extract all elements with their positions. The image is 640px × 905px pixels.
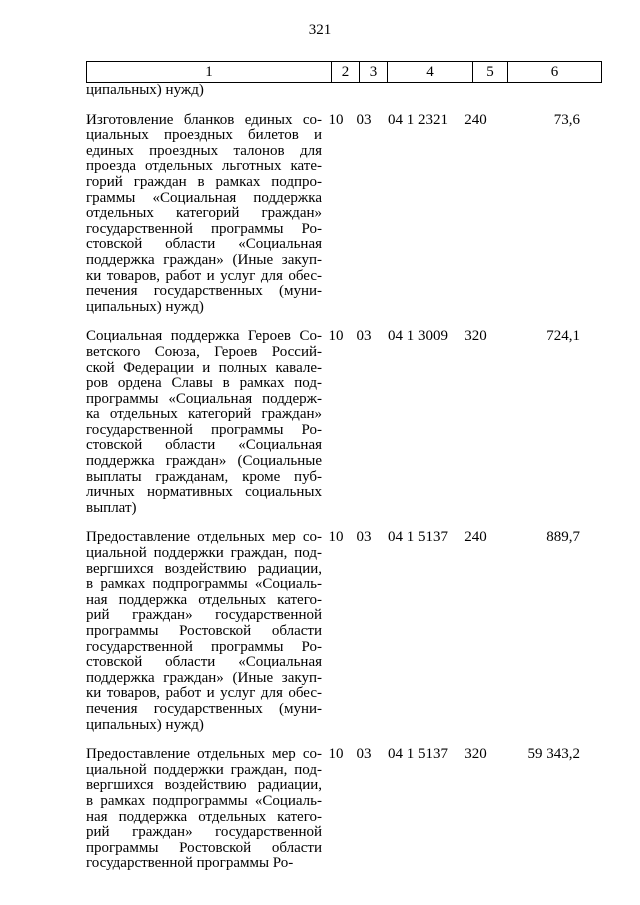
header-col-6: 6 [508, 62, 602, 83]
table-row [86, 113, 596, 316]
table-row [86, 530, 596, 733]
row-csr: 04 1 5137 [388, 529, 448, 546]
description-line: выплат) [86, 499, 137, 516]
row-sum: 724,1 [546, 328, 580, 345]
description-line: государственной программы Ро- [86, 220, 322, 237]
description-line: программы Ростовской области [86, 623, 322, 639]
description-line: ров ордена Славы в рамках под- [86, 375, 322, 392]
description-line: поддержка граждан» (Социальные [86, 453, 322, 470]
description-line: государственной программы Ро- [86, 638, 322, 655]
description-line: программы Ростовской области [86, 839, 322, 856]
description-line: вергшихся воздействию радиации, [86, 560, 322, 577]
row-rz: 10 [328, 111, 344, 128]
continuation-row [86, 83, 596, 99]
description-line: Изготовление бланков единых со- [86, 111, 322, 128]
row-rz: 10 [328, 529, 344, 546]
description-line: ветского Союза, Героев Россий- [86, 343, 322, 360]
description-line: ка отдельных категорий граждан» [86, 406, 322, 423]
description-line: рий граждан» государственной [86, 824, 322, 841]
continuation-text: ципальных) нужд) [86, 82, 204, 98]
row-rz: 10 [328, 746, 344, 763]
description-line: стовской области «Социальная [86, 236, 322, 253]
description-line: ципальных) нужд) [86, 298, 204, 315]
page-number: 321 [308, 22, 332, 38]
row-description [86, 747, 322, 872]
description-line: стовской области «Социальная [86, 654, 322, 671]
description-line: государственной программы Ро- [86, 421, 322, 438]
description-line: поддержка граждан» (Иные закуп- [86, 669, 322, 686]
row-vr: 320 [464, 746, 487, 763]
table-header [86, 61, 602, 83]
row-vr: 240 [464, 529, 487, 546]
description-line: ципальных) нужд) [86, 716, 204, 733]
description-line: Предоставление отдельных мер со- [86, 529, 322, 546]
row-description [86, 329, 322, 516]
description-line: печения государственных (муни- [86, 700, 322, 717]
description-line: программы «Социальная поддерж- [86, 390, 322, 407]
row-pr: 03 [356, 328, 372, 345]
description-line: в рамках подпрограммы «Социаль- [86, 576, 322, 593]
row-csr: 04 1 2321 [388, 111, 448, 128]
row-pr: 03 [356, 529, 372, 546]
description-line: поддержка граждан» (Иные закуп- [86, 251, 322, 268]
row-csr: 04 1 5137 [388, 746, 448, 763]
description-line: выплаты гражданам, кроме пуб- [86, 468, 322, 485]
description-line: ная поддержка отдельных катего- [86, 808, 322, 825]
row-vr: 240 [464, 111, 487, 128]
description-line: ской Федерации и полных кавале- [86, 359, 322, 376]
description-line: печения государственных (муни- [86, 283, 322, 300]
description-line: Социальная поддержка Героев Со- [86, 328, 322, 345]
header-col-1: 1 [87, 62, 332, 83]
header-col-2: 2 [332, 62, 360, 83]
table-rows [86, 113, 596, 872]
description-line: единых проездных талонов для [86, 142, 322, 159]
header-col-3: 3 [360, 62, 388, 83]
description-line: циальной поддержки граждан, под- [86, 761, 322, 778]
description-line: личных нормативных социальных [86, 484, 322, 501]
row-sum: 73,6 [553, 111, 580, 128]
row-sum: 889,7 [546, 529, 580, 546]
row-description [86, 530, 322, 733]
row-csr: 04 1 3009 [388, 328, 448, 345]
row-description [86, 113, 322, 316]
header-col-5: 5 [473, 62, 508, 83]
description-line: в рамках подпрограммы «Социаль- [86, 792, 322, 809]
description-line: ки товаров, работ и услуг для обес- [86, 685, 322, 702]
description-line: рий граждан» государственной [86, 607, 322, 624]
row-vr: 320 [464, 328, 487, 345]
description-line: ки товаров, работ и услуг для обес- [86, 267, 322, 284]
description-line: проезда отдельных льготных кате- [86, 158, 322, 175]
description-line: граммы «Социальная поддержка [86, 189, 322, 206]
description-line: циальных проездных билетов и [86, 127, 322, 144]
description-line: ная поддержка отдельных катего- [86, 591, 322, 608]
header-col-4: 4 [388, 62, 473, 83]
table-body [86, 83, 596, 872]
table-row [86, 329, 596, 516]
description-line: горий граждан в рамках подпро- [86, 173, 322, 190]
description-line: Предоставление отдельных мер со- [86, 746, 322, 763]
description-line: циальной поддержки граждан, под- [86, 545, 322, 562]
row-sum: 59 343,2 [527, 746, 580, 763]
row-pr: 03 [356, 111, 372, 128]
description-line: государственной программы Ро- [86, 855, 294, 872]
row-pr: 03 [356, 746, 372, 763]
table-row [86, 747, 596, 872]
description-line: отдельных категорий граждан» [86, 205, 322, 222]
row-rz: 10 [328, 328, 344, 345]
description-line: стовской области «Социальная [86, 437, 322, 454]
description-line: вергшихся воздействию радиации, [86, 777, 322, 794]
